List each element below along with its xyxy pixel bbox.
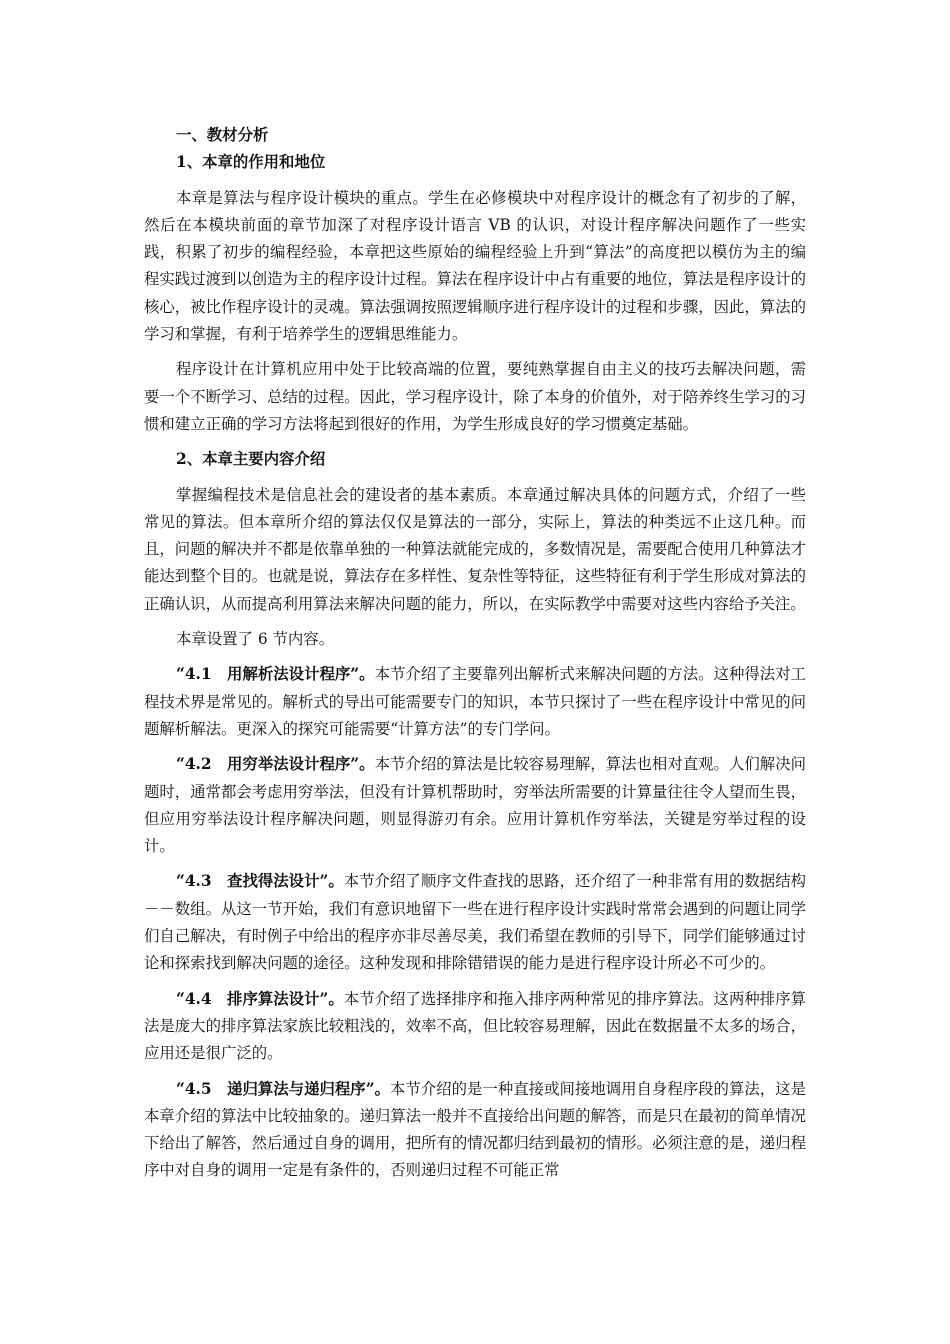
section-4-2-body: 本节介绍的算法是比较容易理解，算法也相对直观。人们解决问题时，通常都会考虑用穷举法，但没有计算机帮助时，穷举法所需要的计算量往往令人望而生畏，但应用穷举法设计程序解决问题，则显得游刃有余。应用计算机作穷举法，关键是穷举过程的设计。: [144, 755, 806, 856]
paragraph-section-4-4: [144, 986, 806, 1068]
section-4-5-title: “4.5 递归算法与递归程序”。: [176, 1079, 390, 1098]
section-4-5-body: 本节介绍的是一种直接或间接地调用自身程序段的算法，这是本章介绍的算法中比较抽象的。递归算法一般并不直接给出问题的解答，而是只在最初的简单情况下给出了解答，然后通过自身的调用，把所有的情况都归结到最初的情形。必须注意的是，递归程序中对自身的调用一定是有条件的，否则递归过程不可能正常: [144, 1079, 806, 1180]
paragraph-section-4-3: [144, 868, 806, 977]
section-4-1-title: “4.1 用解析法设计程序”。: [176, 665, 375, 684]
section-4-1-body: 本节介绍了主要靠列出解析式来解决问题的方法。这种得法对工程技术界是常见的。解析式的导出可能需要专门的知识，本节只探讨了一些在程序设计中常见的问题解析解法。更深入的探究可能需要“计算方法”的专门学问。: [144, 665, 806, 738]
section-4-4-title: “4.4 排序算法设计”。: [176, 989, 344, 1008]
paragraph-section-4-2: [144, 751, 806, 860]
section-4-2-title: “4.2 用穷举法设计程序”。: [176, 755, 375, 774]
section-4-4-body: 本节介绍了选择排序和拖入排序两种常见的排序算法。这两种排序算法是庞大的排序算法家族比较粗浅的，效率不高，但比较容易理解，因此在数据量不太多的场合，应用还是很广泛的。: [144, 989, 806, 1063]
paragraph-chapter-importance: 本章是算法与程序设计模块的重点。学生在必修模块中对程序设计的概念有了初步的了解，然后在本模块前面的章节加深了对程序设计语言 VB 的认识，对设计程序解决问题作了一些实践，积累了初步的编程经验，本章把这些原始的编程经验上升到“算法”的高度把以模仿为主的编程实践过渡到以创造为主的程序设计过程。算法在程序设计中占有重要的地位，算法是程序设计的核心，被比作程序设计的灵魂。算法强调按照逻辑顺序进行程序设计的过程和步骤，因此，算法的学习和掌握，有利于培养学生的逻辑思维能力。: [144, 188, 806, 344]
document-page: [144, 122, 806, 1193]
paragraph-content-overview: 掌握编程技术是信息社会的建设者的基本素质。本章通过解决具体的问题方式，介绍了一些常见的算法。但本章所介绍的算法仅仅是算法的一部分，实际上，算法的种类远不止这几种。而且，问题的解决并不都是依靠单独的一种算法就能完成的，多数情况是，需要配合使用几种算法才能达到整个目的。也就是说，算法存在多样性、复杂性等特征，这些特征有利于学生形成对算法的正确认识，从而提高利用算法来解决问题的能力，所以，在实际教学中需要对这些内容给予关注。: [144, 485, 806, 613]
paragraph-section-4-5: [144, 1076, 806, 1185]
section-4-3-body: 本节介绍了顺序文件查找的思路，还介绍了一种非常有用的数据结构－－数组。从这一节开始，我们有意识地留下一些在进行程序设计实践时常常会遇到的问题让同学们自己解决，有时例子中给出的程序亦非尽善尽美，我们希望在教师的引导下，同学们能够通过讨论和探索找到解决问题的途径。这种发现和排除错错误的能力是进行程序设计所必不可少的。: [144, 872, 806, 973]
section-heading-textbook-analysis: 一、教材分析: [176, 126, 269, 144]
subheading-role-and-position: 1、本章的作用和地位: [176, 153, 326, 172]
paragraph-programming-learning: 程序设计在计算机应用中处于比较高端的位置，要纯熟掌握自由主义的技巧去解决问题，需要一个不断学习、总结的过程。因此，学习程序设计，除了本身的价值外，对于陪养终生学习的习惯和建立正确的学习方法将起到很好的作用，为学生形成良好的学习惯奠定基础。: [144, 360, 806, 433]
paragraph-section-count: 本章设置了 6 节内容。: [176, 630, 335, 649]
subheading-main-content: 2、本章主要内容介绍: [176, 450, 326, 469]
paragraph-section-4-1: [144, 661, 806, 743]
section-4-3-title: “4.3 查找得法设计”。: [176, 872, 344, 891]
